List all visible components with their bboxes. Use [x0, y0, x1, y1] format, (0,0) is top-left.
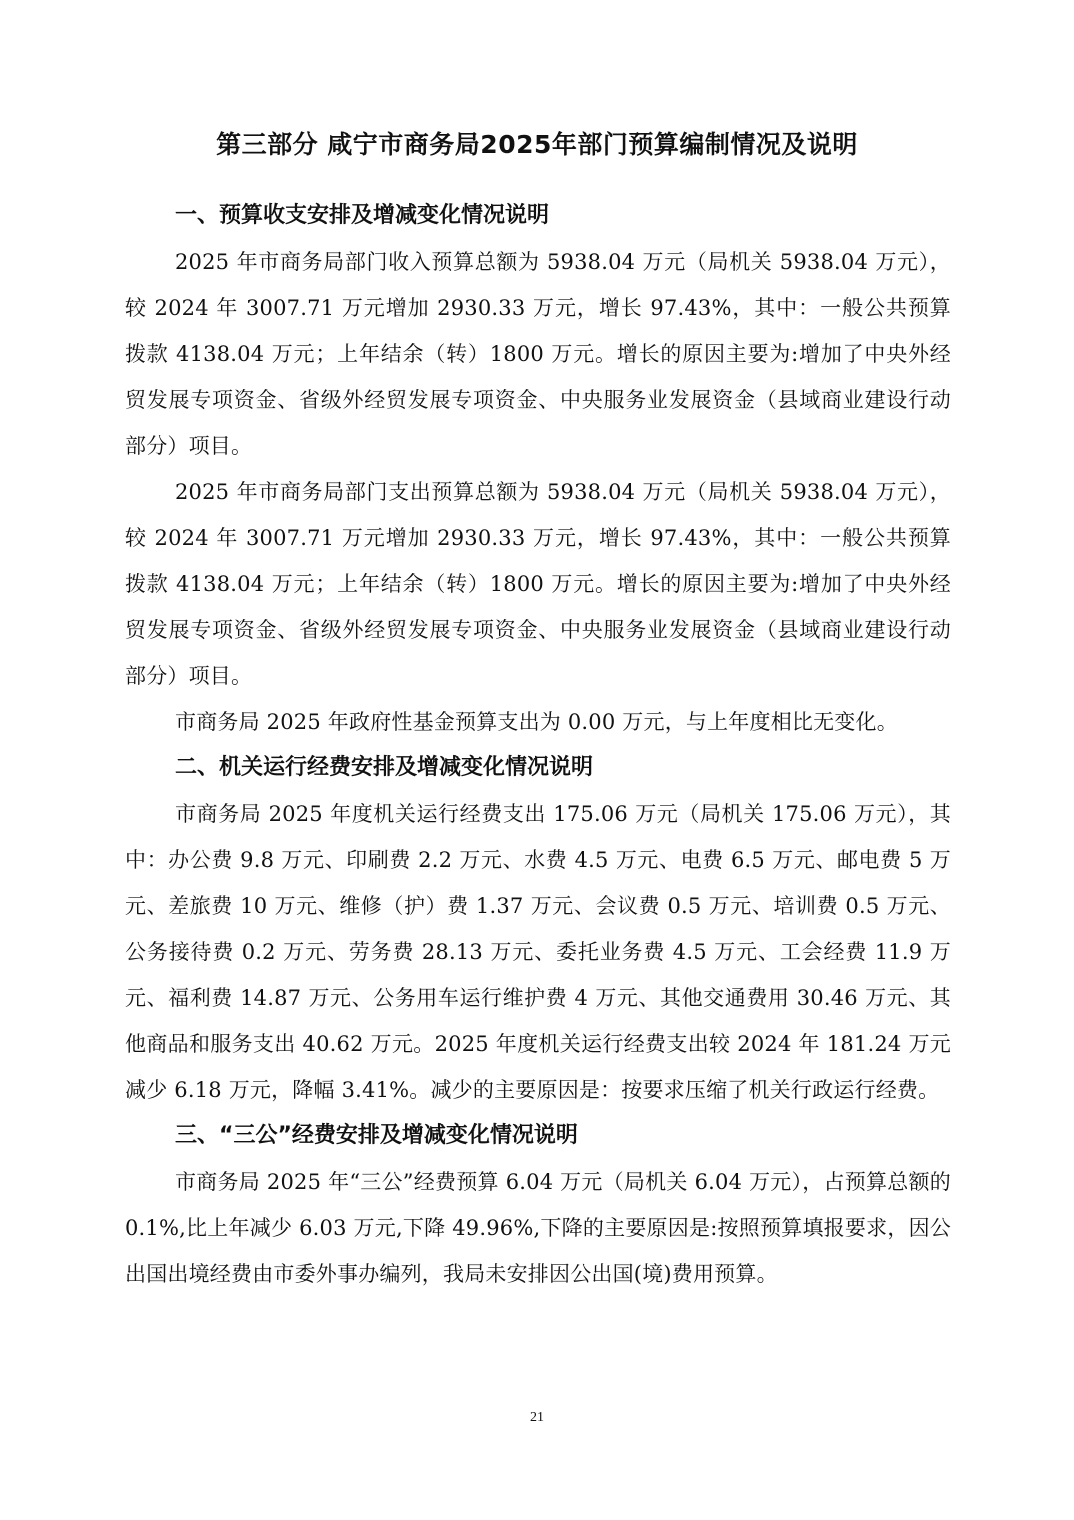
paragraph-three-public-expenses: 市商务局 2025 年“三公”经费预算 6.04 万元（局机关 6.04 万元），占预算总额的 0.1%,比上年减少 6.03 万元,下降 49.96%,下降的主要原因是:按照预算填报要求，因公出国出境经费由市委外事办编列，我局未安排因公出国(境)费用预算。 — [125, 1170, 951, 1286]
section-heading: 二、机关运行经费安排及增减变化情况说明 — [175, 755, 594, 780]
section-three-public-expenses — [125, 1113, 951, 1297]
document-body — [125, 193, 951, 1297]
paragraph-income-budget: 2025 年市商务局部门收入预算总额为 5938.04 万元（局机关 5938.04 万元），较 2024 年 3007.71 万元增加 2930.33 万元，增长 97.43%，其中：一般公共预算拨款 4138.04 万元；上年结余（转）1800 万元。增长的原因主要为:增加了中央外经贸发展专项资金、省级外经贸发展专项资金、中央服务业发展资金（县域商业建设行动部分）项目。 — [125, 250, 951, 458]
section-heading: 一、预算收支安排及增减变化情况说明 — [175, 203, 550, 228]
paragraph-expense-budget: 2025 年市商务局部门支出预算总额为 5938.04 万元（局机关 5938.04 万元），较 2024 年 3007.71 万元增加 2930.33 万元，增长 97.43%，其中：一般公共预算拨款 4138.04 万元；上年结余（转）1800 万元。增长的原因主要为:增加了中央外经贸发展专项资金、省级外经贸发展专项资金、中央服务业发展资金（县域商业建设行动部分）项目。 — [125, 480, 951, 688]
page-number: 21 — [530, 1410, 544, 1425]
section-budget-income-expense — [125, 193, 951, 745]
document-title: 第三部分 咸宁市商务局2025年部门预算编制情况及说明 — [216, 129, 858, 159]
section-heading: 三、“三公”经费安排及增减变化情况说明 — [175, 1123, 578, 1148]
paragraph-operating-expenses: 市商务局 2025 年度机关运行经费支出 175.06 万元（局机关 175.06 万元），其中：办公费 9.8 万元、印刷费 2.2 万元、水费 4.5 万元、电费 6.5 万元、邮电费 5 万元、差旅费 10 万元、维修（护）费 1.37 万元、会议费 0.5 万元、培训费 0.5 万元、公务接待费 0.2 万元、劳务费 28.13 万元、委托业务费 4.5 万元、工会经费 11.9 万元、福利费 14.87 万元、公务用车运行维护费 4 万元、其他交通费用 30.46 万元、其他商品和服务支出 40.62 万元。2025 年度机关运行经费支出较 2024 年 181.24 万元减少 6.18 万元，降幅 3.41%。减少的主要原因是：按要求压缩了机关行政运行经费。 — [125, 802, 951, 1102]
paragraph-government-fund: 市商务局 2025 年政府性基金预算支出为 0.00 万元，与上年度相比无变化。 — [175, 710, 898, 734]
section-operating-expenses — [125, 745, 951, 1113]
